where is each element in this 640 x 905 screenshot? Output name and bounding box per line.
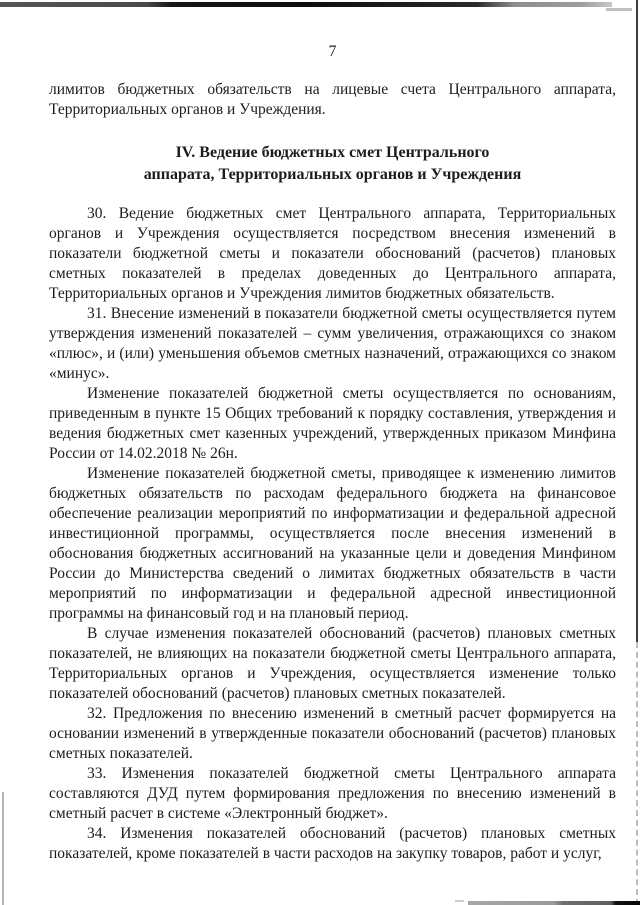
page-content — [49, 42, 616, 864]
paragraph-31b: Изменение показателей бюджетной сметы, приводящее к изменению лимитов бюджетных обязательств по расходам федерального бюджета на финансовое обеспечение реализации мероприятий по информатизации и федеральной адресной инвестиционной программы, осуществляется после внесения изменений в обоснования бюджетных ассигнований на указанные цели и доведения Минфином России до Министерства сведений о лимитах бюджетных обязательств в части мероприятий по информатизации и федеральной адресной инвестиционной программы на финансовый год и на плановый период. — [49, 465, 616, 622]
paragraph-33: 33. Изменения показателей бюджетной сметы Центрального аппарата составляются ДУД путем формирования предложения по внесению изменений в сметный расчет в системе «Электронный бюджет». — [49, 765, 616, 822]
scan-edge-top-right — [606, 8, 632, 11]
section-heading-line1: IV. Ведение бюджетных смет Центрального — [175, 144, 490, 161]
scan-edge-right-dashed — [636, 642, 638, 905]
paragraph-31a: Изменение показателей бюджетной сметы осуществляется по основаниям, приведенным в пункте 15 Общих требований к порядку составления, утверждения и ведения бюджетных смет казенных учреждений, утвержденных приказом Минфина России от 14.02.2018 № 26н. — [49, 385, 616, 462]
paragraph-continuation: лимитов бюджетных обязательств на лицевые счета Центрального аппарата, Территориальных органов и Учреждения. — [49, 81, 616, 118]
scan-edge-bottom — [468, 901, 640, 905]
page-number: 7 — [328, 43, 337, 60]
paragraph-34: 34. Изменения показателей обоснований (расчетов) плановых сметных показателей, кроме показателей в части расходов на закупку товаров, работ и услуг, — [49, 825, 616, 862]
scan-edge-right — [636, 0, 638, 642]
scan-edge-top — [0, 2, 612, 7]
paragraph-31: 31. Внесение изменений в показатели бюджетной сметы осуществляется путем утверждения изменений показателей – сумм увеличения, отражающихся со знаком «плюс», и (или) уменьшения объемов сметных назначений, отражающихся со знаком «минус». — [49, 305, 616, 382]
paragraph-30: 30. Ведение бюджетных смет Центрального аппарата, Территориальных органов и Учреждения осуществляется посредством внесения изменений в показатели бюджетной сметы и показатели обоснований (расчетов) плановых сметных показателей в пределах доведенных до Центрального аппарата, Территориальных органов и Учреждения лимитов бюджетных обязательств. — [49, 205, 616, 302]
section-heading-line2: аппарата, Территориальных органов и Учреждения — [143, 166, 522, 183]
section-heading — [49, 142, 616, 186]
scan-edge-bottom-dot — [455, 900, 464, 902]
paragraph-32: 32. Предложения по внесению изменений в сметный расчет формируется на основании изменений в утвержденные показатели обоснований (расчетов) плановых сметных показателей. — [49, 705, 616, 762]
paragraph-31c: В случае изменения показателей обоснований (расчетов) плановых сметных показателей, не влияющих на показатели бюджетной сметы Центрального аппарата, Территориальных органов и Учреждения, осуществляется изменение только показателей обоснований (расчетов) плановых сметных показателей. — [49, 625, 616, 702]
scan-edge-left — [2, 792, 4, 905]
